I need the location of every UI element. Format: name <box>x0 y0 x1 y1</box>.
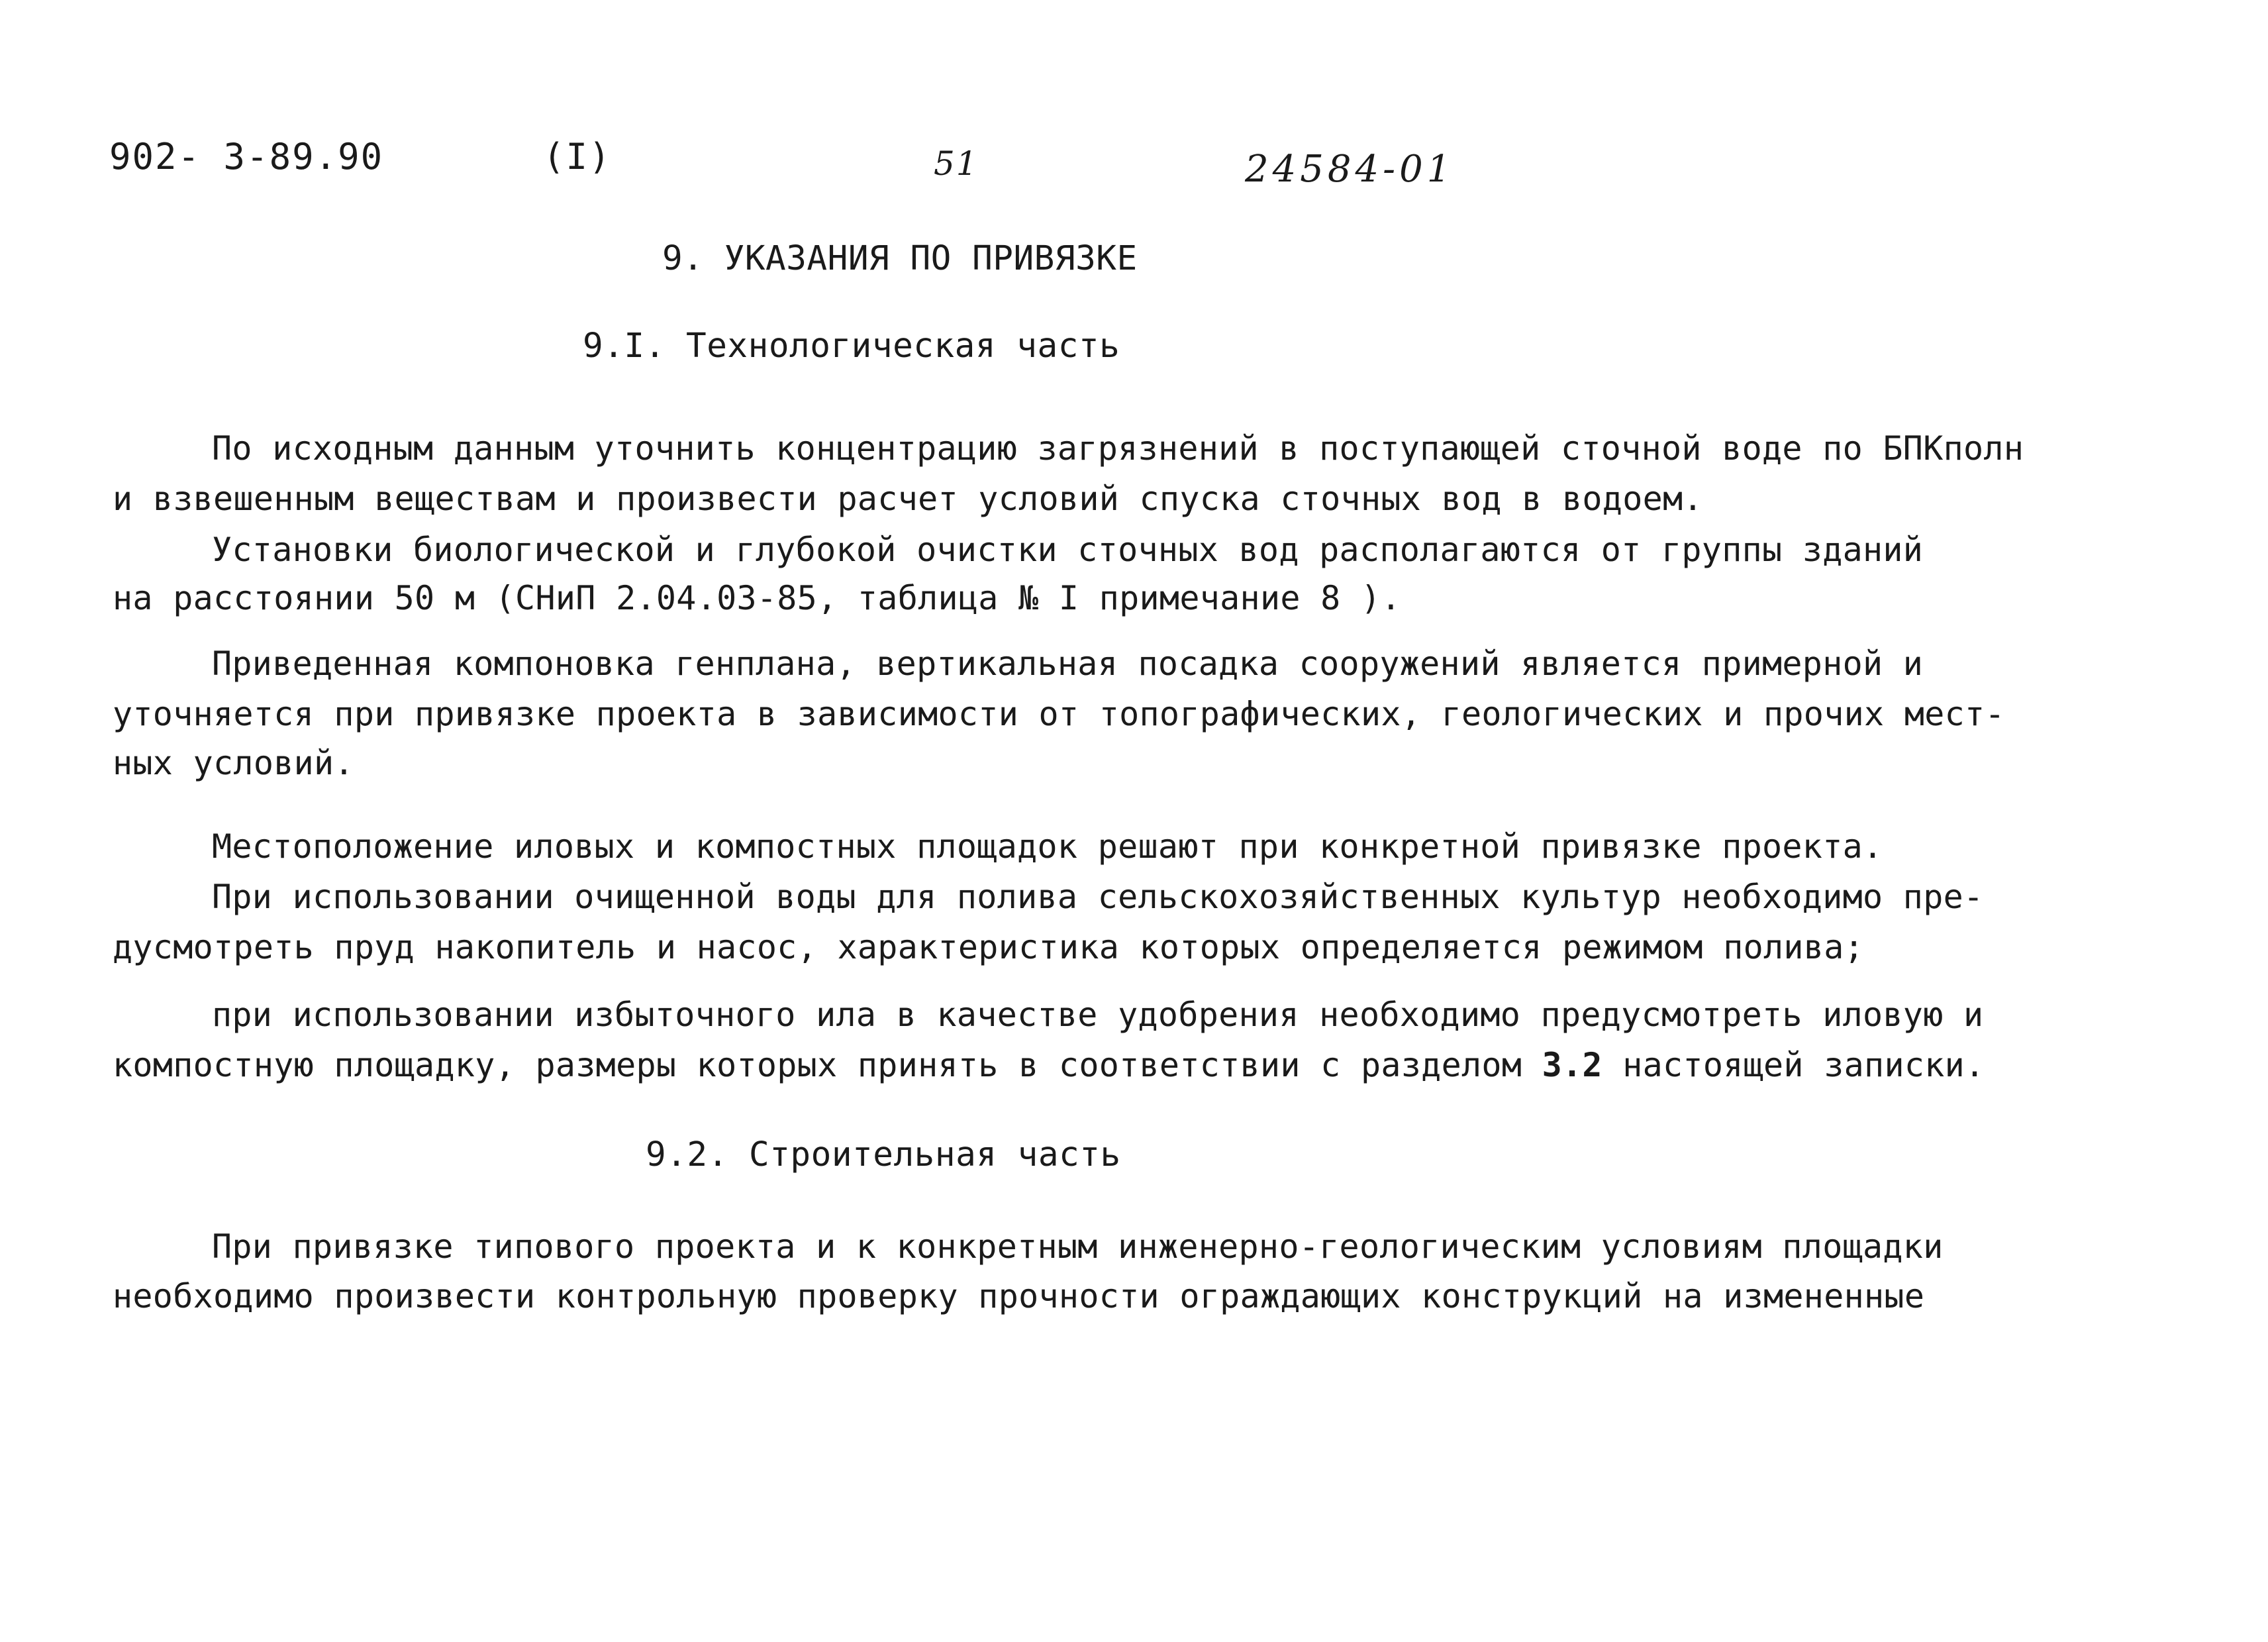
paragraph-line: уточняется при привязке проекта в зависимости от топографических, геологических и прочих мест- <box>113 695 2005 733</box>
paragraph-line: ных условий. <box>113 744 354 782</box>
subsection-title-construction: 9.2. Строительная часть <box>646 1135 1121 1174</box>
paragraph-line: и взвешенным веществам и произвести расчет условий спуска сточных вод в водоем. <box>113 480 1703 518</box>
paragraph-line: на расстоянии 50 м (СНиП 2.04.03-85, таблица № I примечание 8 ). <box>113 579 1401 617</box>
section-title: 9. УКАЗАНИЯ ПО ПРИВЯЗКЕ <box>662 239 1138 278</box>
paragraph-line: при использовании избыточного ила в качестве удобрения необходимо предусмотреть иловую и <box>212 996 1984 1034</box>
section-reference: 3.2 <box>1542 1046 1602 1084</box>
paragraph-line: Установки биологической и глубокой очистки сточных вод располагаются от группы зданий <box>212 531 1924 569</box>
paragraph-line: При привязке типового проекта и к конкретным инженерно-геологическим условиям площадки <box>212 1227 1944 1266</box>
line-text: настоящей записки. <box>1602 1046 1985 1084</box>
document-code: 902- 3-89.90 <box>109 136 384 178</box>
line-text: компостную площадку, размеры которых принять в соответствии с разделом <box>113 1046 1542 1084</box>
paragraph-line: дусмотреть пруд накопитель и насос, характеристика которых определяется режимом полива; <box>113 928 1865 966</box>
paragraph-line: необходимо произвести контрольную проверку прочности ограждающих конструкций на измененные <box>113 1277 1925 1315</box>
subsection-title-technological: 9.I. Технологическая часть <box>583 327 1120 366</box>
paragraph-line: Приведенная компоновка генплана, вертикальная посадка сооружений является примерной и <box>212 644 1924 683</box>
inventory-number: 24584-01 <box>1245 148 1455 191</box>
paragraph-line <box>113 1046 1985 1084</box>
paragraph-line: Местоположение иловых и компостных площадок решают при конкретной привязке проекта. <box>212 827 1883 866</box>
paragraph-line: По исходным данным уточнить концентрацию загрязнений в поступающей сточной воде по БПКполн <box>212 429 2024 468</box>
page-number: 51 <box>934 144 979 183</box>
volume-number: (I) <box>543 136 612 178</box>
paragraph-line: При использовании очищенной воды для полива сельскохозяйственных культур необходимо пре- <box>212 878 1984 916</box>
